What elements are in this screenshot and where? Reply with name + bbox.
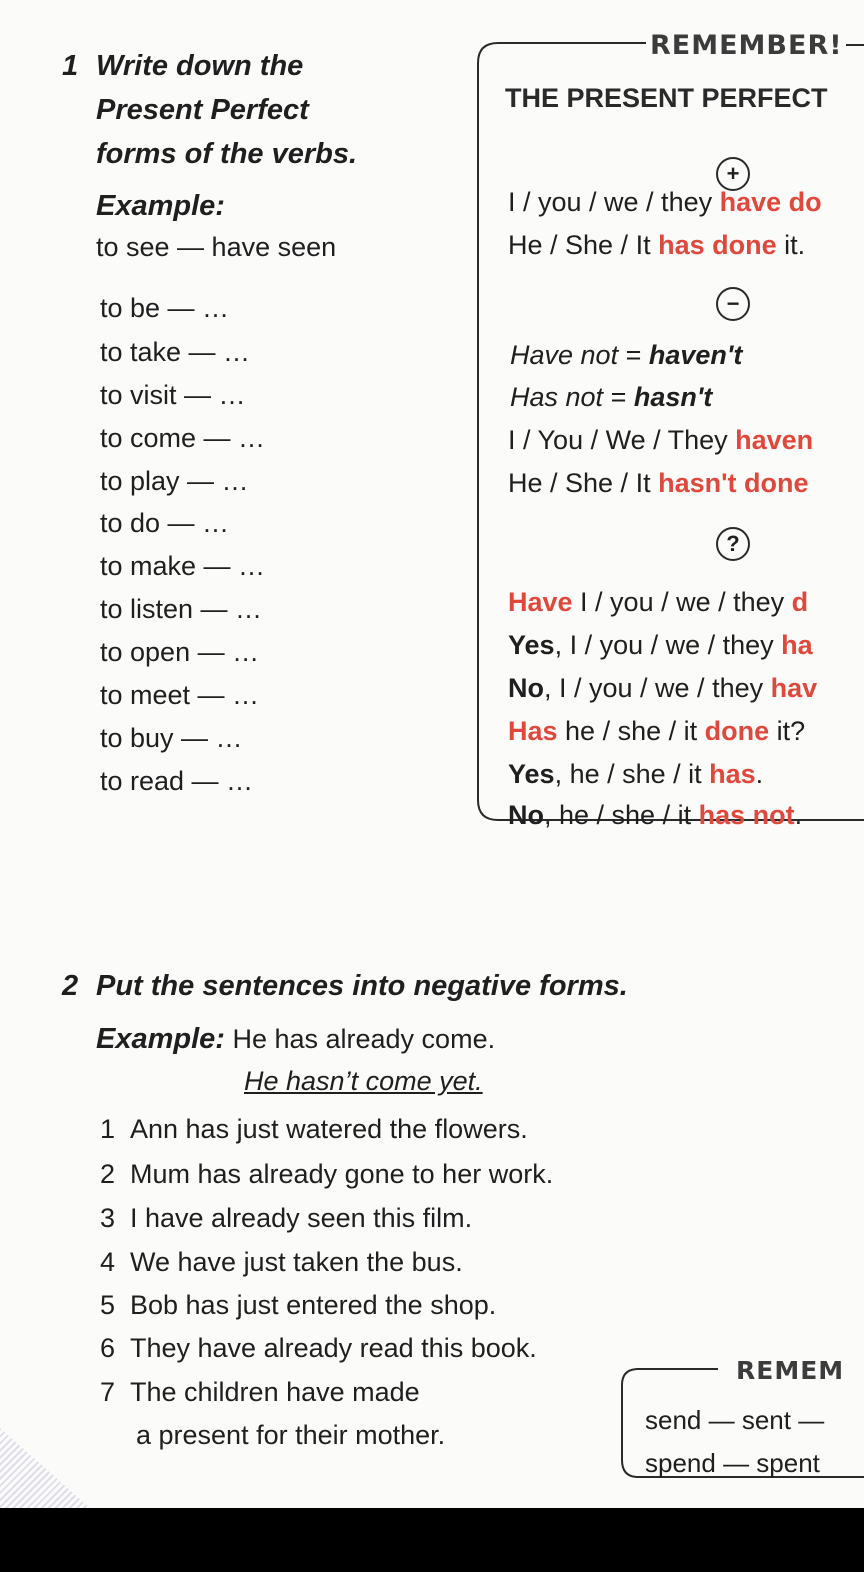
answer-line: No, he / she / it has not. (508, 800, 803, 830)
list-item: 7 The children have made (100, 1377, 420, 1407)
list-item-continuation: a present for their mother. (136, 1420, 446, 1450)
verb-item: to read — … (100, 766, 254, 796)
verb-item: to play — … (100, 466, 249, 496)
contraction-line: Has not = hasn't (510, 382, 713, 412)
verb-item: to come — … (100, 423, 266, 453)
minus-icon: − (716, 287, 750, 321)
exercise-2-title (62, 970, 628, 1003)
list-item: 2 Mum has already gone to her work. (100, 1159, 554, 1189)
answer-line: Yes, I / you / we / they ha (508, 630, 813, 660)
exercise-number: 2 (62, 970, 79, 1002)
answer-line: Yes, he / she / it has. (508, 759, 764, 789)
affirmative-line: He / She / It has done it. (508, 230, 806, 260)
exercise-1-title (62, 44, 357, 176)
question-line: Has he / she / it done it? (508, 716, 806, 746)
divider (846, 44, 864, 46)
list-item: 4 We have just taken the bus. (100, 1247, 463, 1277)
list-item: 3 I have already seen this film. (100, 1203, 473, 1233)
verb-item: to meet — … (100, 680, 260, 710)
rule-subtitle: THE PRESENT PERFECT (505, 83, 828, 113)
verb-item: to open — … (100, 637, 260, 667)
plus-icon: + (716, 157, 750, 191)
page-corner-pattern (0, 1428, 90, 1508)
verb-item: to take — … (100, 337, 251, 367)
verb-item: to buy — … (100, 723, 243, 753)
example-answer: He hasn’t come yet. (244, 1066, 483, 1096)
example-label: Example: (96, 190, 225, 222)
affirmative-line: I / you / we / they have do (508, 187, 822, 217)
negative-line: I / You / We / They haven (508, 425, 814, 455)
question-line: Have I / you / we / they d (508, 587, 809, 617)
title-line: forms of the verbs. (96, 138, 358, 170)
remember-title: REMEMBER! (650, 30, 843, 61)
example-answer: to see — have seen (96, 232, 337, 262)
exercise-number: 1 (62, 50, 79, 82)
remember-title: REMEM (736, 1356, 845, 1385)
negative-line: He / She / It hasn't done (508, 468, 809, 498)
title-text: Put the sentences into negative forms. (96, 970, 628, 1002)
answer-line: No, I / you / we / they hav (508, 673, 818, 703)
irregular-verb-line: spend — spent (645, 1448, 820, 1478)
irregular-verb-line: send — sent — (645, 1405, 825, 1435)
question-icon: ? (716, 527, 750, 561)
list-item: 1 Ann has just watered the flowers. (100, 1114, 528, 1144)
list-item: 5 Bob has just entered the shop. (100, 1290, 497, 1320)
verb-item: to do — … (100, 508, 230, 538)
verb-item: to visit — … (100, 380, 246, 410)
list-item: 6 They have already read this book. (100, 1333, 537, 1363)
title-line: Present Perfect (96, 94, 309, 126)
verb-item: to make — … (100, 551, 266, 581)
contraction-line: Have not = haven't (510, 340, 743, 370)
title-line: Write down the (96, 50, 304, 82)
example-sentence: Example: He has already come. (96, 1023, 496, 1055)
bottom-black-bar (0, 1508, 864, 1572)
verb-item: to listen — … (100, 594, 263, 624)
verb-item: to be — … (100, 293, 230, 323)
